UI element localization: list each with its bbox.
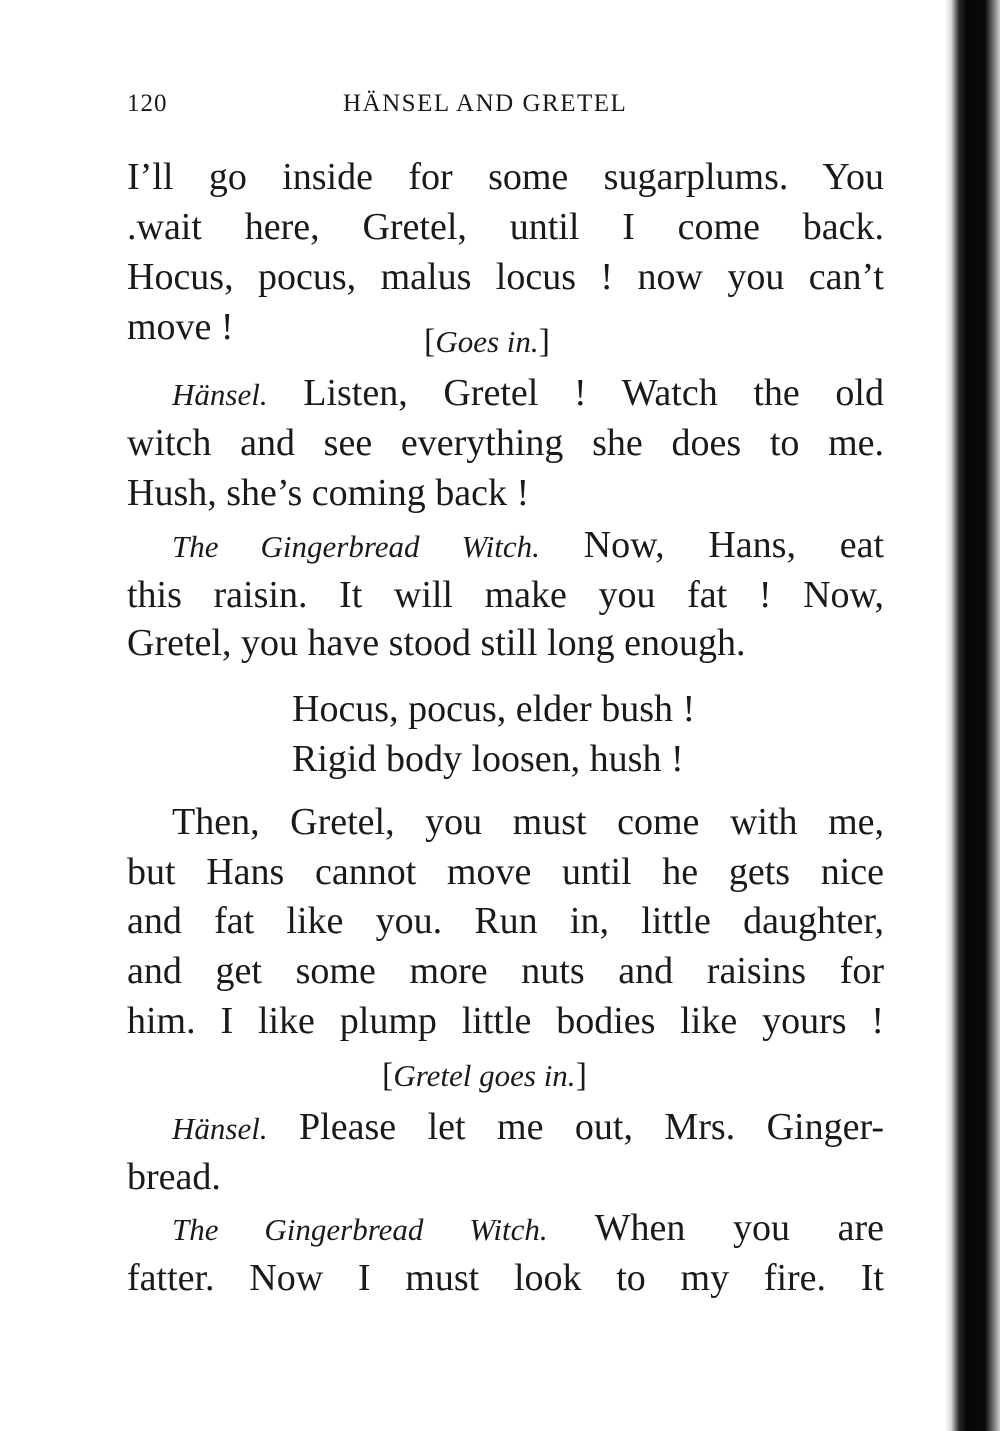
text-line: Hush, she’s coming back ! xyxy=(127,472,530,514)
speaker-name: Hänsel. xyxy=(172,377,268,412)
text-line: move ! xyxy=(127,306,234,348)
verse-line: Hocus, pocus, elder bush ! xyxy=(292,688,696,730)
page-number: 120 xyxy=(127,90,168,117)
text-line: and get some more nuts and raisins for xyxy=(127,950,884,992)
stage-direction: [Gretel goes in.] xyxy=(382,1057,587,1094)
text-line: and fat like you. Run in, little daughter, xyxy=(127,900,884,942)
text-line: Gretel, you have stood still long enough. xyxy=(127,622,746,664)
text-line: .wait here, Gretel, until I come back. xyxy=(127,206,884,248)
text-line: fatter. Now I must look to my fire. It xyxy=(127,1257,884,1299)
stage-direction-text: Gretel goes in. xyxy=(393,1058,576,1093)
text-line: Hocus, pocus, malus locus ! now you can’t xyxy=(127,256,884,298)
dialogue-text: Listen, Gretel ! Watch the old xyxy=(303,372,884,414)
speaker-name: The Gingerbread Witch. xyxy=(172,529,540,564)
text-line: this raisin. It will make you fat ! Now, xyxy=(127,574,884,616)
text-line: bread. xyxy=(127,1156,221,1198)
text-line: but Hans cannot move until he gets nice xyxy=(127,851,884,893)
speaker-name: The Gingerbread Witch. xyxy=(172,1212,548,1247)
dialogue-line xyxy=(172,1203,884,1253)
text-line: I’ll go inside for some sugarplums. You xyxy=(127,156,884,198)
text-line: Then, Gretel, you must come with me, xyxy=(172,801,884,843)
stage-direction-text: Goes in. xyxy=(435,324,539,359)
dialogue-text: Now, Hans, eat xyxy=(583,524,885,566)
page-binding-shadow xyxy=(945,0,1000,1431)
dialogue-line xyxy=(172,368,884,418)
stage-direction: [Goes in.] xyxy=(424,323,550,360)
dialogue-line xyxy=(172,1102,884,1152)
speaker-name: Hänsel. xyxy=(172,1111,268,1146)
verse-line: Rigid body loosen, hush ! xyxy=(292,738,684,780)
dialogue-text: When you are xyxy=(594,1207,884,1249)
running-title: HÄNSEL AND GRETEL xyxy=(343,90,628,117)
page-header xyxy=(127,90,887,130)
dialogue-text: Please let me out, Mrs. Ginger- xyxy=(299,1106,885,1148)
dialogue-line xyxy=(172,520,884,570)
text-line: witch and see everything she does to me. xyxy=(127,422,884,464)
text-line: him. I like plump little bodies like yours ! xyxy=(127,1000,884,1042)
